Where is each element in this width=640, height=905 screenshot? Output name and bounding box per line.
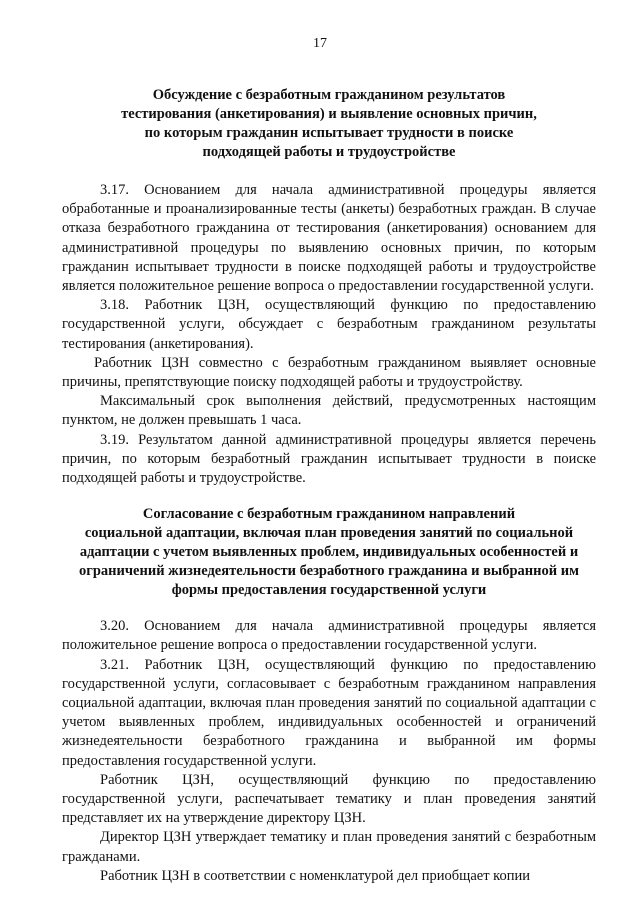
paragraph-3-17: 3.17. Основанием для начала административной процедуры является обработанные и проанализированные тесты (анкеты) безработных граждан. В случае отказа безработного гражданина от тестирования (анкетирования) основанием для административной процедуры по выявлению основных причин, по которым гражданин испытывает трудности в поиске подходящей работы и трудоустройстве является положительное решение вопроса о предоставлении государственной услуги. [62,182,596,295]
paragraph-3-20: 3.20. Основанием для начала административной процедуры является положительное решение вопроса о предоставлении государственной услуги. [62,618,596,654]
heading-line: Обсуждение с безработным гражданином результатов [152,87,506,103]
heading-line: адаптации с учетом выявленных проблем, индивидуальных особенностей и [79,544,579,561]
page-content [62,82,596,886]
heading-line: формы предоставления государственной услуги [171,582,487,599]
heading-line: социальной адаптации, включая план проведения занятий по социальной [84,525,574,542]
paragraph-director-approval: Директор ЦЗН утверждает тематику и план проведения занятий с безработным гражданами. [62,829,596,865]
heading-line: подходящей работы и трудоустройстве [202,144,456,160]
paragraph-plan-printing: Работник ЦЗН, осуществляющий функцию по предоставлению государственной услуги, распечатывает тематику и план проведения занятий представляет их на утверждение директору ЦЗН. [62,771,596,827]
section-heading-discussion [62,86,596,162]
heading-line: по которым гражданин испытывает трудности в поиске [144,125,514,141]
section-heading-adaptation [62,505,596,600]
paragraph-3-19: 3.19. Результатом данной административной процедуры является перечень причин, по которым безработный гражданин испытывает трудности в поиске подходящей работы и трудоустройстве. [62,431,596,487]
paragraph-time-limit: Максимальный срок выполнения действий, предусмотренных настоящим пунктом, не должен превышать 1 часа. [62,393,596,429]
paragraph-cause-identification: Работник ЦЗН совместно с безработным гражданином выявляет основные причины, препятствующие поиску подходящей работы и трудоустройству. [62,354,596,391]
heading-line: тестирования (анкетирования) и выявление основных причин, [121,106,537,122]
paragraph-3-21: 3.21. Работник ЦЗН, осуществляющий функцию по предоставлению государственной услуги, согласовывает с безработным гражданином направления социальной адаптации, включая план проведения занятий по социальной адаптации с учетом выявленных проблем, индивидуальных особенностей и ограничений жизнедеятельности безработного гражданина и выбранной им формы предоставления государственной услуги. [62,656,596,769]
paragraph-file-copies: Работник ЦЗН в соответствии с номенклатурой дел приобщает копии [100,867,531,884]
heading-line: ограничений жизнедеятельности безработного гражданина и выбранной им [79,563,579,580]
heading-line: Согласование с безработным гражданином направлений [142,506,516,523]
paragraph-3-18: 3.18. Работник ЦЗН, осуществляющий функцию по предоставлению государственной услуги, обсуждает с безработным гражданином результаты тестирования (анкетирования). [62,297,596,352]
page-number: 17 [313,36,327,51]
